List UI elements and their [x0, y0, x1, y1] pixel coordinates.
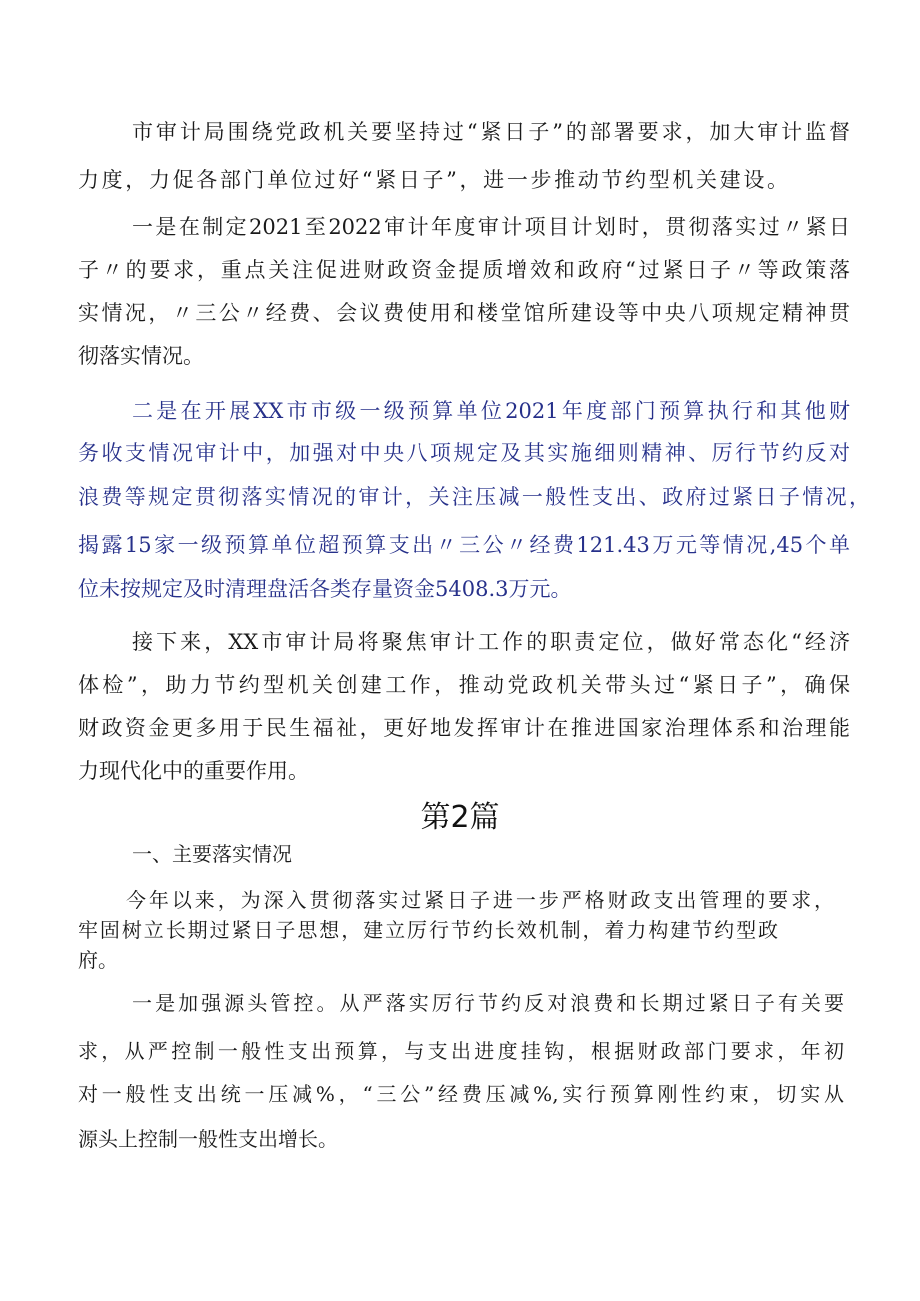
s1-p2-line-1: 一是在制定2021至2022审计年度审计项目计划时，贯彻落实过〃紧日: [132, 215, 850, 239]
s2-p1-line-2: 牢固树立长期过紧日子思想，建立厉行节约长效机制，着力构建节约型政: [78, 918, 778, 942]
s2-p2-line-1: 一是加强源头管控。从严落实厉行节约反对浪费和长期过紧日子有关要: [132, 991, 844, 1015]
s2-p2-line-2: 求，从严控制一般性支出预算，与支出进度挂钩，根据财政部门要求，年初: [78, 1039, 844, 1063]
s1-p1-line-2: 力度，力促各部门单位过好“紧日子”，进一步推动节约型机关建设。: [78, 168, 788, 192]
s2-p1-line-3: 府。: [78, 948, 118, 972]
s1-p1-line-1: 市审计局围绕党政机关要坚持过“紧日子”的部署要求，加大审计监督: [132, 120, 850, 144]
s2-p2-line-3: 对一般性支出统一压减%，“三公”经费压减%,实行预算刚性约束，切实从: [78, 1082, 844, 1106]
s1-p2-line-2: 子〃的要求，重点关注促进财政资金提质增效和政府“过紧日子〃等政策落: [78, 258, 850, 282]
s1-p2-line-3: 实情况，〃三公〃经费、会议费使用和楼堂馆所建设等中央八项规定精神贯: [78, 301, 850, 325]
s2-p2-line-4: 源头上控制一般性支出增长。: [78, 1127, 338, 1151]
s1-p4-line-3: 财政资金更多用于民生福祉，更好地发挥审计在推进国家治理体系和治理能: [78, 716, 850, 740]
s2-p1-line-1: 今年以来，为深入贯彻落实过紧日子进一步严格财政支出管理的要求，: [126, 888, 834, 912]
s1-p3-line-4: 揭露15家一级预算单位超预算支出〃三公〃经费121.43万元等情况,45个单: [78, 533, 850, 557]
s1-p4-line-4: 力现代化中的重要作用。: [78, 759, 309, 783]
s1-p4-line-1: 接下来，XX市审计局将聚焦审计工作的职责定位，做好常态化“经济: [132, 630, 850, 654]
section-heading: 一、主要落实情况: [132, 842, 292, 866]
section-title: 第2篇: [420, 800, 500, 835]
s1-p3-line-3: 浪费等规定贯彻落实情况的审计，关注压减一般性支出、政府过紧日子情况，: [78, 485, 870, 509]
s1-p3-line-5: 位未按规定及时清理盘活各类存量资金5408.3万元。: [78, 577, 572, 601]
s1-p3-line-1: 二是在开展XX市市级一级预算单位2021年度部门预算执行和其他财: [132, 399, 850, 423]
s1-p4-line-2: 体检”，助力节约型机关创建工作，推动党政机关带头过“紧日子”，确保: [78, 673, 850, 697]
s1-p2-line-4: 彻落实情况。: [78, 344, 204, 368]
s1-p3-line-2: 务收支情况审计中，加强对中央八项规定及其实施细则精神、厉行节约反对: [78, 441, 850, 465]
